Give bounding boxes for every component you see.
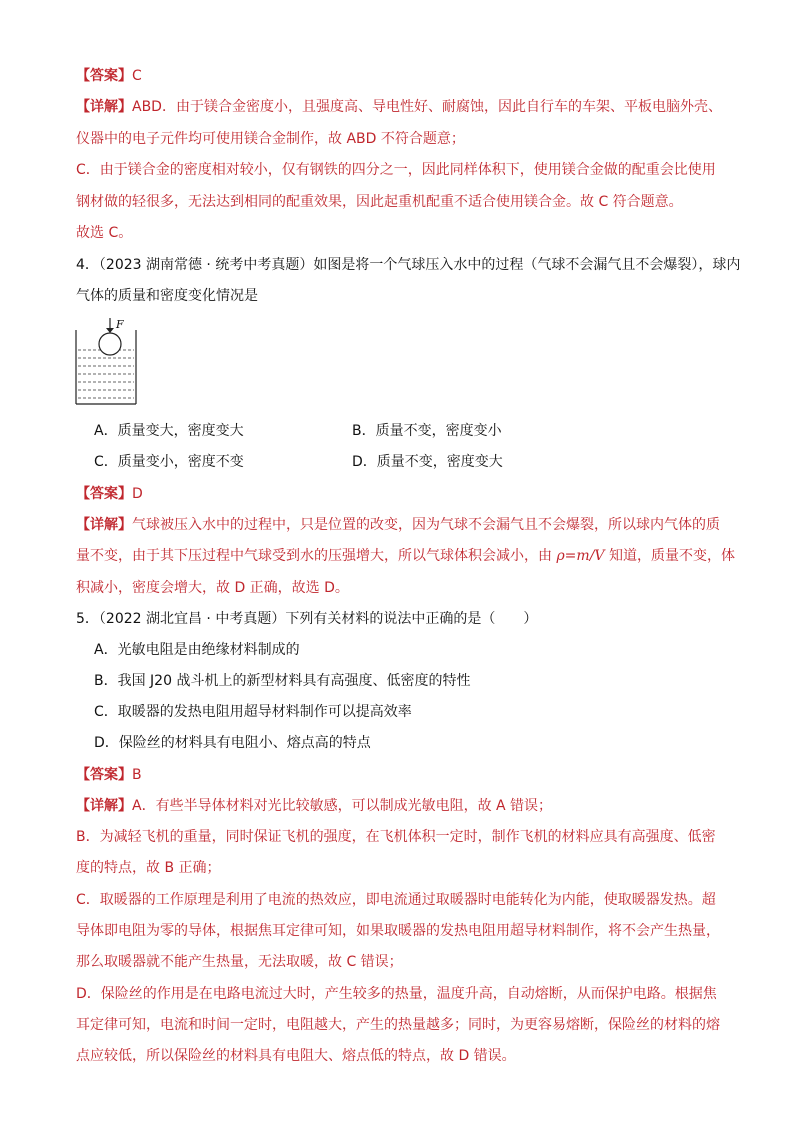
q4-option-d: D．质量不变，密度变大 bbox=[352, 454, 503, 470]
q5-b-line: 度的特点，故 B 正确； bbox=[76, 860, 221, 876]
detail-tag: 【详解】 bbox=[76, 517, 132, 533]
answer-value: C bbox=[132, 68, 142, 84]
q5-option-a: A．光敏电阻是由绝缘材料制成的 bbox=[94, 642, 300, 658]
q5-d-line: 耳定律可知，电流和时间一定时，电阻越大，产生的热量越多；同时，为更容易熔断，保险丝的材料的熔 bbox=[76, 1017, 720, 1033]
answer-tag: 【答案】 bbox=[76, 767, 132, 783]
q4-option-c: C．质量变小，密度不变 bbox=[94, 454, 244, 470]
answer-tag: 【答案】 bbox=[76, 68, 132, 84]
detail-text: 知道，质量不变，体 bbox=[604, 548, 735, 564]
q3-answer bbox=[76, 66, 142, 86]
q5-c-line: 导体即电阻为零的导体，根据焦耳定律可知，如果取暖器的发热电阻用超导材料制作，将不会产生热量， bbox=[76, 923, 720, 939]
q4-option-b: B．质量不变，密度变小 bbox=[352, 423, 502, 439]
q3-detail-line: 仪器中的电子元件均可使用镁合金制作，故 ABD 不符合题意； bbox=[76, 131, 465, 147]
q5-option-d: D．保险丝的材料具有电阻小、熔点高的特点 bbox=[94, 735, 371, 751]
detail-tag: 【详解】 bbox=[76, 798, 132, 814]
q4-detail-line bbox=[76, 546, 735, 566]
q4-stem-line: 4．（2023 湖南常德 · 统考中考真题）如图是将一个气球压入水中的过程（气球不会漏气且不会爆裂），球内 bbox=[76, 257, 741, 273]
detail-tag: 【详解】 bbox=[76, 99, 132, 115]
q3-c-line: 钢材做的轻很多，无法达到相同的配重效果，因此起重机配重不适合使用镁合金。故 C 符合题意。 bbox=[76, 194, 683, 210]
q4-detail-line bbox=[76, 515, 720, 535]
detail-text: 气球被压入水中的过程中，只是位置的改变，因为气球不会漏气且不会爆裂，所以球内气体的质 bbox=[132, 517, 720, 533]
q3-detail-line bbox=[76, 97, 722, 117]
q5-detail-line bbox=[76, 796, 552, 816]
density-formula: ρ=m/V bbox=[556, 548, 605, 564]
answer-tag: 【答案】 bbox=[76, 486, 132, 502]
q5-option-c: C．取暖器的发热电阻用超导材料制作可以提高效率 bbox=[94, 704, 412, 720]
q3-c-line: C．由于镁合金的密度相对较小，仅有钢铁的四分之一，因此同样体积下，使用镁合金做的配重会比使用 bbox=[76, 162, 716, 178]
q5-b-line: B．为减轻飞机的重量，同时保证飞机的强度，在飞机体积一定时，制作飞机的材料应具有高强度、低密 bbox=[76, 829, 716, 845]
q5-d-line: D．保险丝的作用是在电路电流过大时，产生较多的热量，温度升高，自动熔断，从而保护电路。根据焦 bbox=[76, 986, 717, 1002]
q4-detail-line: 积减小，密度会增大，故 D 正确，故选 D。 bbox=[76, 580, 349, 596]
q4-answer bbox=[76, 484, 143, 504]
q5-answer bbox=[76, 765, 142, 785]
q5-option-b: B．我国 J20 战斗机上的新型材料具有高强度、低密度的特性 bbox=[94, 673, 471, 689]
force-label: F bbox=[116, 318, 124, 331]
balloon-in-water-figure bbox=[72, 316, 152, 410]
q5-c-line: 那么取暖器就不能产生热量，无法取暖，故 C 错误； bbox=[76, 954, 403, 970]
q5-c-line: C．取暖器的工作原理是利用了电流的热效应，即电流通过取暖器时电能转化为内能，使取暖器发热。超 bbox=[76, 892, 716, 908]
detail-text: 量不变，由于其下压过程中气球受到水的压强增大，所以气球体积会减小，由 bbox=[76, 548, 557, 564]
q4-option-a: A．质量变大，密度变大 bbox=[94, 423, 244, 439]
q4-stem-line: 气体的质量和密度变化情况是 bbox=[76, 288, 258, 304]
detail-text: A．有些半导体材料对光比较敏感，可以制成光敏电阻，故 A 错误； bbox=[132, 798, 553, 814]
q5-stem: 5．（2022 湖北宜昌 · 中考真题）下列有关材料的说法中正确的是（ ） bbox=[76, 611, 538, 627]
q3-conclusion: 故选 C。 bbox=[76, 225, 133, 241]
detail-text: ABD．由于镁合金密度小，且强度高、导电性好、耐腐蚀，因此自行车的车架、平板电脑外壳、 bbox=[132, 99, 722, 115]
answer-value: D bbox=[132, 486, 143, 502]
q5-d-line: 点应较低，所以保险丝的材料具有电阻大、熔点低的特点，故 D 错误。 bbox=[76, 1048, 516, 1064]
answer-value: B bbox=[132, 767, 142, 783]
